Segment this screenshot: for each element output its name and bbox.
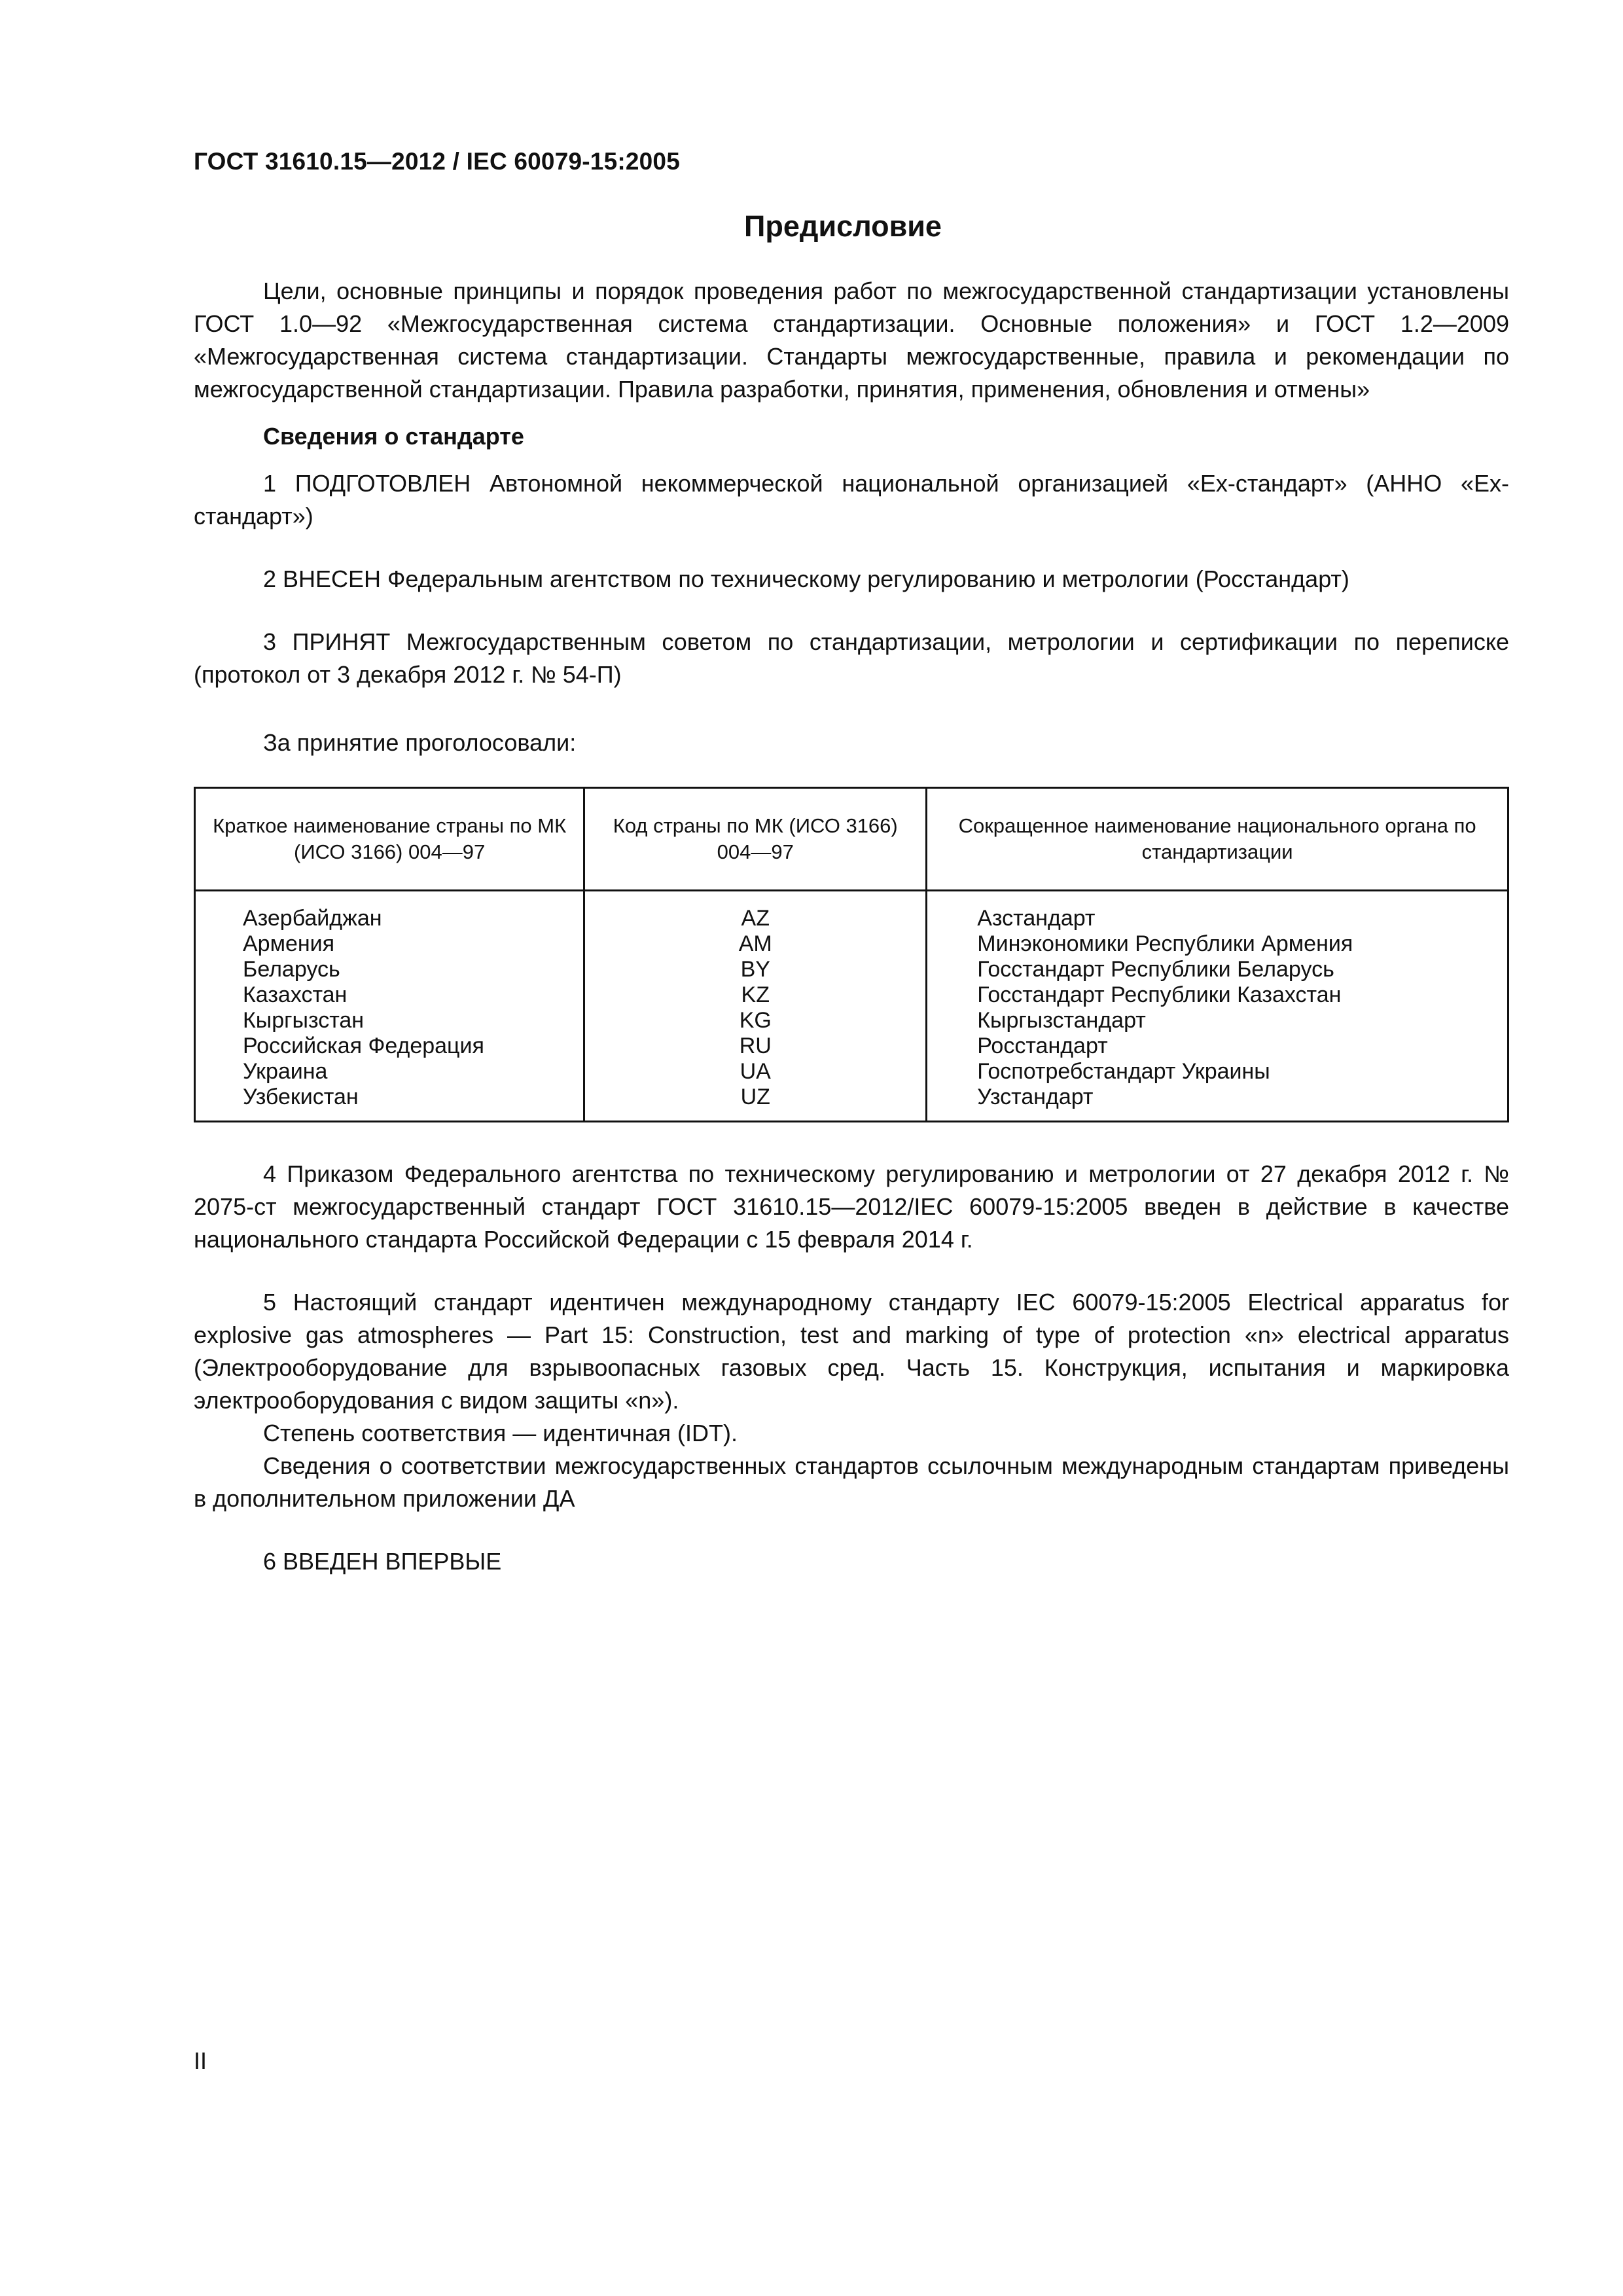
- country-name: Украина: [195, 1059, 584, 1085]
- standard-code-header: ГОСТ 31610.15—2012 / IEC 60079-15:2005: [194, 148, 680, 175]
- header-country-name: Краткое наименование страны по МК (ИСО 3166) 004—97: [195, 788, 584, 891]
- intro-paragraph: Цели, основные принципы и порядок проведения работ по межгосударственной стандартизации установлены ГОСТ 1.0—92 «Межгосударственная система стандартизации. Основные положения» и ГОСТ 1.2—2009 «Межгосударственная система стандартизации. Стандарты межгосударственные, правила и рекомендации по межгосударственной стандартизации. Правила разработки, принятия, применения, обновления и отмены»: [194, 278, 1509, 403]
- item-reference-info: Сведения о соответствии межгосударственных стандартов ссылочным международным стандартам приведены в дополнительном приложении ДА: [194, 1452, 1509, 1512]
- table-row: [195, 1033, 1508, 1059]
- country-name: Кыргызстан: [195, 1008, 584, 1033]
- country-name: Российская Федерация: [195, 1033, 584, 1059]
- country-code: AM: [584, 931, 927, 957]
- national-body: Минэкономики Республики Армения: [927, 931, 1508, 957]
- table-row: [195, 957, 1508, 982]
- header-country-code: Код страны по МК (ИСО 3166) 004—97: [584, 788, 927, 891]
- table-row: [195, 1059, 1508, 1085]
- country-code: KG: [584, 1008, 927, 1033]
- table-row: [195, 982, 1508, 1008]
- preface-content: [194, 275, 1509, 1578]
- item-introduced: 2 ВНЕСЕН Федеральным агентством по техническому регулированию и метрологии (Росстандарт): [263, 565, 1349, 592]
- national-body: Росстандарт: [927, 1033, 1508, 1059]
- country-name: Армения: [195, 931, 584, 957]
- national-body: Госстандарт Республики Казахстан: [927, 982, 1508, 1008]
- item-adopted: 3 ПРИНЯТ Межгосударственным советом по стандартизации, метрологии и сертификации по переписке (протокол от 3 декабря 2012 г. № 54-П): [194, 628, 1509, 688]
- table-row: [195, 891, 1508, 932]
- table-row: [195, 1085, 1508, 1122]
- item-first-introduced: 6 ВВЕДЕН ВПЕРВЫЕ: [263, 1548, 502, 1575]
- national-body: Госпотребстандарт Украины: [927, 1059, 1508, 1085]
- table-row: [195, 931, 1508, 957]
- page-number: II: [194, 2047, 207, 2074]
- country-code: KZ: [584, 982, 927, 1008]
- voted-label: За принятие проголосовали:: [263, 729, 577, 756]
- country-name: Беларусь: [195, 957, 584, 982]
- item-conformity-degree: Степень соответствия — идентичная (IDT).: [263, 1420, 738, 1446]
- item-identical-standard: 5 Настоящий стандарт идентичен международному стандарту IEC 60079-15:2005 Electrical apparatus for explosive gas atmospheres — Part 15: Construction, test and marking of type of protection «n» electrical apparatus (Электрооборудование для взрывоопасных газовых сред. Часть 15. Конструкция, испытания и маркировка электрооборудования с видом защиты «n»).: [194, 1289, 1509, 1414]
- item-order: 4 Приказом Федерального агентства по техническому регулированию и метрологии от 27 декабря 2012 г. № 2075-ст межгосударственный стандарт ГОСТ 31610.15—2012/IEC 60079-15:2005 введен в действие в качестве национального стандарта Российской Федерации с 15 февраля 2014 г.: [194, 1160, 1509, 1253]
- table-row: [195, 1008, 1508, 1033]
- national-body: Узстандарт: [927, 1085, 1508, 1122]
- country-code: UA: [584, 1059, 927, 1085]
- country-code: BY: [584, 957, 927, 982]
- national-body: Кыргызстандарт: [927, 1008, 1508, 1033]
- country-name: Казахстан: [195, 982, 584, 1008]
- page-title: Предисловие: [744, 209, 942, 243]
- country-name: Азербайджан: [195, 891, 584, 932]
- country-code: AZ: [584, 891, 927, 932]
- table-header-row: [195, 788, 1508, 891]
- country-code: RU: [584, 1033, 927, 1059]
- national-body: Госстандарт Республики Беларусь: [927, 957, 1508, 982]
- country-code: UZ: [584, 1085, 927, 1122]
- national-body: Азстандарт: [927, 891, 1508, 932]
- voting-countries-table: [194, 787, 1509, 1122]
- country-name: Узбекистан: [195, 1085, 584, 1122]
- standard-info-subhead: Сведения о стандарте: [263, 423, 524, 450]
- header-national-body: Сокращенное наименование национального органа по стандартизации: [927, 788, 1508, 891]
- item-prepared: 1 ПОДГОТОВЛЕН Автономной некоммерческой национальной организацией «Ех-стандарт» (АННО «Ех-стандарт»): [194, 470, 1509, 529]
